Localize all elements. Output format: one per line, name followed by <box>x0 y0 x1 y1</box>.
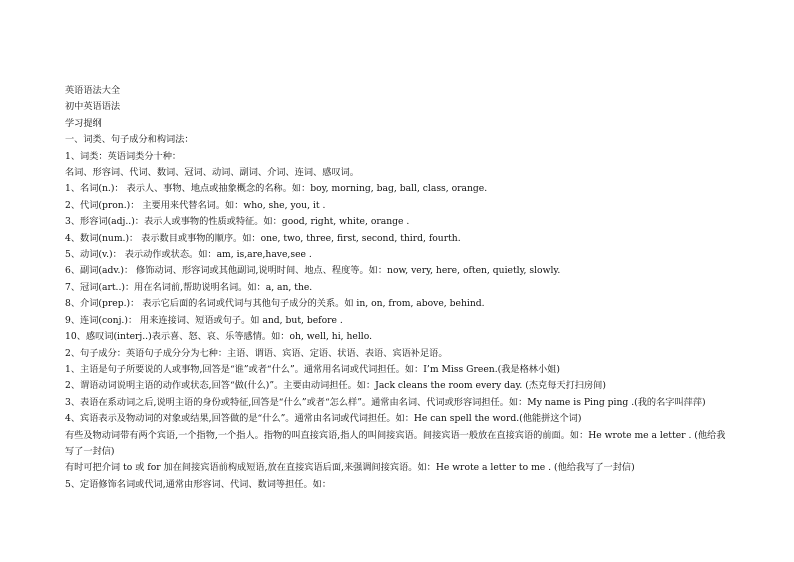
text-line: 8、介词(prep.)： 表示它后面的名词或代词与其他句子成分的关系。如 in, on, from, above, behind. <box>65 298 485 310</box>
outline-heading: 学习提纲 <box>65 117 102 129</box>
text-line: 1、主语是句子所要说的人或事物,回答是“谁”或者“什么”。通常用名词或代词担任。如：I’m Miss Green.(我是格林小姐) <box>65 363 560 375</box>
text-line: 有些及物动词带有两个宾语,一个指物,一个指人。指物的叫直接宾语,指人的叫间接宾语。间接宾语一般放在直接宾语的前面。如：He wrote me a letter . (他给我写了一封信) <box>65 429 726 457</box>
text-line: 3、形容词(adj..)：表示人或事物的性质或特征。如：good, right, white, orange . <box>65 216 410 228</box>
text-line: 2、代词(pron.)： 主要用来代替名词。如：who, she, you, it . <box>65 199 326 211</box>
document-body <box>65 83 730 493</box>
text-line: 1、名词(n.)： 表示人、事物、地点或抽象概念的名称。如：boy, morning, bag, ball, class, orange. <box>65 183 488 195</box>
section-heading: 一、词类、句子成分和构词法： <box>65 134 194 146</box>
text-line: 2、谓语动词说明主语的动作或状态,回答“做(什么)”。主要由动词担任。如：Jack cleans the room every day. (杰克每天打扫房间) <box>65 380 606 392</box>
subsection-heading: 2、句子成分：英语句子成分分为七种：主语、谓语、宾语、定语、状语、表语、宾语补足语。 <box>65 347 448 359</box>
text-line: 6、副词(adv.)： 修饰动词、形容词或其他副词,说明时间、地点、程度等。如：now, very, here, often, quietly, slowly. <box>65 265 561 277</box>
subsection-heading: 1、词类：英语词类分十种： <box>65 150 182 162</box>
document-subtitle: 初中英语语法 <box>65 101 121 113</box>
text-line: 10、感叹词(interj..)表示喜、怒、哀、乐等感情。如：oh, well, hi, hello. <box>65 331 373 343</box>
text-line: 名词、形容词、代词、数词、冠词、动词、副词、介词、连词、感叹词。 <box>65 167 359 179</box>
text-line: 有时可把介词 to 或 for 加在间接宾语前构成短语,放在直接宾语后面,来强调间接宾语。如：He wrote a letter to me . (他给我写了一封信) <box>65 462 635 474</box>
text-line: 3、表语在系动词之后,说明主语的身份或特征,回答是“什么”或者“怎么样”。通常由名词、代词或形容词担任。如：My name is Ping ping .(我的名字叫萍萍) <box>65 396 706 408</box>
text-line: 4、数词(num.)： 表示数目或事物的顺序。如：one, two, three, first, second, third, fourth. <box>65 232 461 244</box>
text-line: 4、宾语表示及物动词的对象或结果,回答做的是“什么”。通常由名词或代词担任。如：He can spell the word.(他能拼这个词) <box>65 413 582 425</box>
text-line: 5、定语修饰名词或代词,通常由形容词、代词、数词等担任。如： <box>65 478 332 490</box>
document-title: 英语语法大全 <box>65 85 121 96</box>
text-line: 7、冠词(art..)：用在名词前,帮助说明名词。如：a, an, the. <box>65 281 313 293</box>
text-line: 5、动词(v.)： 表示动作或状态。如：am, is,are,have,see . <box>65 249 312 261</box>
text-line: 9、连词(conj.)： 用来连接词、短语或句子。如 and, but, before . <box>65 314 343 326</box>
